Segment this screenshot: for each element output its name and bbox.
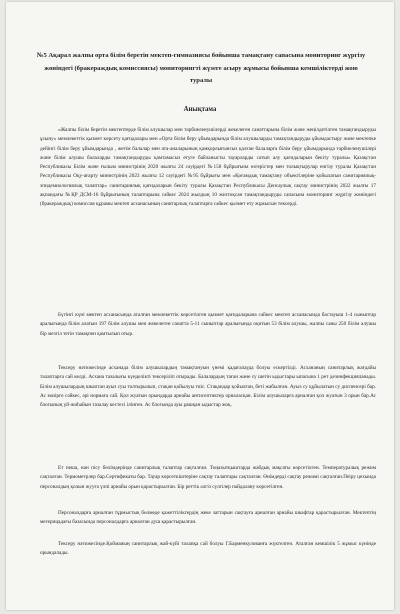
paragraph-1: «Жалпы білім беретін мектептерде білім алушылар мен тәрбиеленушілерді жекелеген санаттарына білім және жеңілдетілген тамақтандыруды ұсыну» мемлекеттік қызмет көрсету қағидалары мен «Орта білім беру ұйымдарында білім алушыларды тамақтандыруды ұйымдастыру және мектепке дейінгі білім беру ұйымдарында , жетім балалар мен ата-аналарының қамқорлығынсыз қалған балаларға білім беру ұйымдарында тәрбиеленушілері және білім алушы балаларды тамақтандыруды қамтамасыз етуге байланысты тауарларды сатып алу қағидаларын бекіту туралы» Қазақстан Республикасы Білім және ғылым министрінің 2020 жылғы 24 сәуірдегі №158 бұйрығына өзгерістер мен толықтырулар енгізу туралы Қазақстан Республикасы Оқу-ағарту министрінің 2023 жылғы 12 сәуірдегі №95 бұйрығы мен «Қоғамдық тамақтану объектілеріне қойылатын санитариялық-эпидемиологиялық талаптар» санитариялық қағидаларын бекіту туралы Қазақстан Республикасы Денсаулық сақтау министрінің 2022 жылғы 17 ақпандағы №ҚР ДСМ-16 бұйрығының талаптарына сәйкес 2024 жылдың 10 желтоқсан тамақтандыруды сапасына мониторинг жүргізу жөніндегі (бракераждық) комиссия құрамы мектеп асханасының санитарлық талаптарға сәйкес қызмет ету жұмысын тексерді. bbox=[40, 127, 376, 208]
document-page bbox=[6, 2, 394, 610]
paragraph-6: Тексеру нәтижесінде.Қоймаиың санитарлық жай-күйі талапқа сай болуы Г.Барменкулованға жүктелген. Аталған кемшілік 5 жұмыс күнінде орындалады. bbox=[40, 541, 376, 557]
paragraph-2: Бүгінгі күні мектеп асханасында аталған мемлекеттік көрсетілген қызмет қағидаларына сәйкес мектеп асханасында бастауыш 1-4 сыныптар аралығында білім алатын 197 білім алушы мен жекелеген санатта 5-11 сыныптар аралығында оқитын 53 білім алушы, жалпы саны 250 білім алушы бір мезгіл тегін тамақпен қамтылып отыр. bbox=[40, 312, 376, 337]
paragraph-4: Ет пеша, нан пісу бөлімдерінде санитарлық талаптар сақталған. Тоңазытқыштарда жабдық мақсаты көрсетілген. Температуралық режим сақталған. Термометрлер бар.Сертификаты бар. Тауар көрсеткіштеріне сақтау талаптары сақталған. Өнімдерді сақтау режимі сақталған.Пеіру цехында персоналдың қолын жууға үлпі арнайы орын қарастырылған. Бір реттік әлгіз сүлгілер пайдалану көрсетілген. bbox=[40, 465, 376, 490]
document-title: №5 Ақарал жалпы орта білім беретін мектеп-гимназиясы бойынша тамақтану сапасына мониторинг жүргізу жөніндегі (бракераждық комиссиясы) мониторингті жүзеге асыру жұмысы бойынша кемшіліктерді жою туралы bbox=[36, 52, 366, 84]
paragraph-3: Тексеру нәтижесінде асханада білім алушылардың тамақтануын үнемі қадағалауда болуы ескертілді. Асхананың санитарлық жағдайы талаптарға сай келді. Асхана тазалығы күнделікті тексеріліп отырады. Балалардың таған және су шетін ыдыстары ыпасына 1 рет дезинфекцияланады. Білім алушылардың шкаптан ауыз суы толтырылып, стақан қойылуы тиіс. Стақандар қойылған, бетi жабылған. Ауыз су құйылатын су диспенсері бар. Ас мәзірге сәйкес, әрі нормаға сай. Қол жуатын орындарда арнайы антисептиктер орналасқан. Білім алушыларға арналған қол жуатын 3 орын бар.Ас блогының үй-жиһайын тазалау кестесі ілінген. Ас блогында ауы ұяшқан ыдыстар жоқ. bbox=[40, 365, 376, 409]
paragraph-5: Персоналдарға арналған тұрмыстық бөлмеде қажеттілікгердің жеке заттарын сақтауға арналған арнайы шкафтар қарастырылған. Мектептің мегерицадағы базасында персоналдарға арналған душ қарастырылған. bbox=[40, 510, 376, 526]
document-subtitle: Анықтама bbox=[183, 106, 217, 113]
